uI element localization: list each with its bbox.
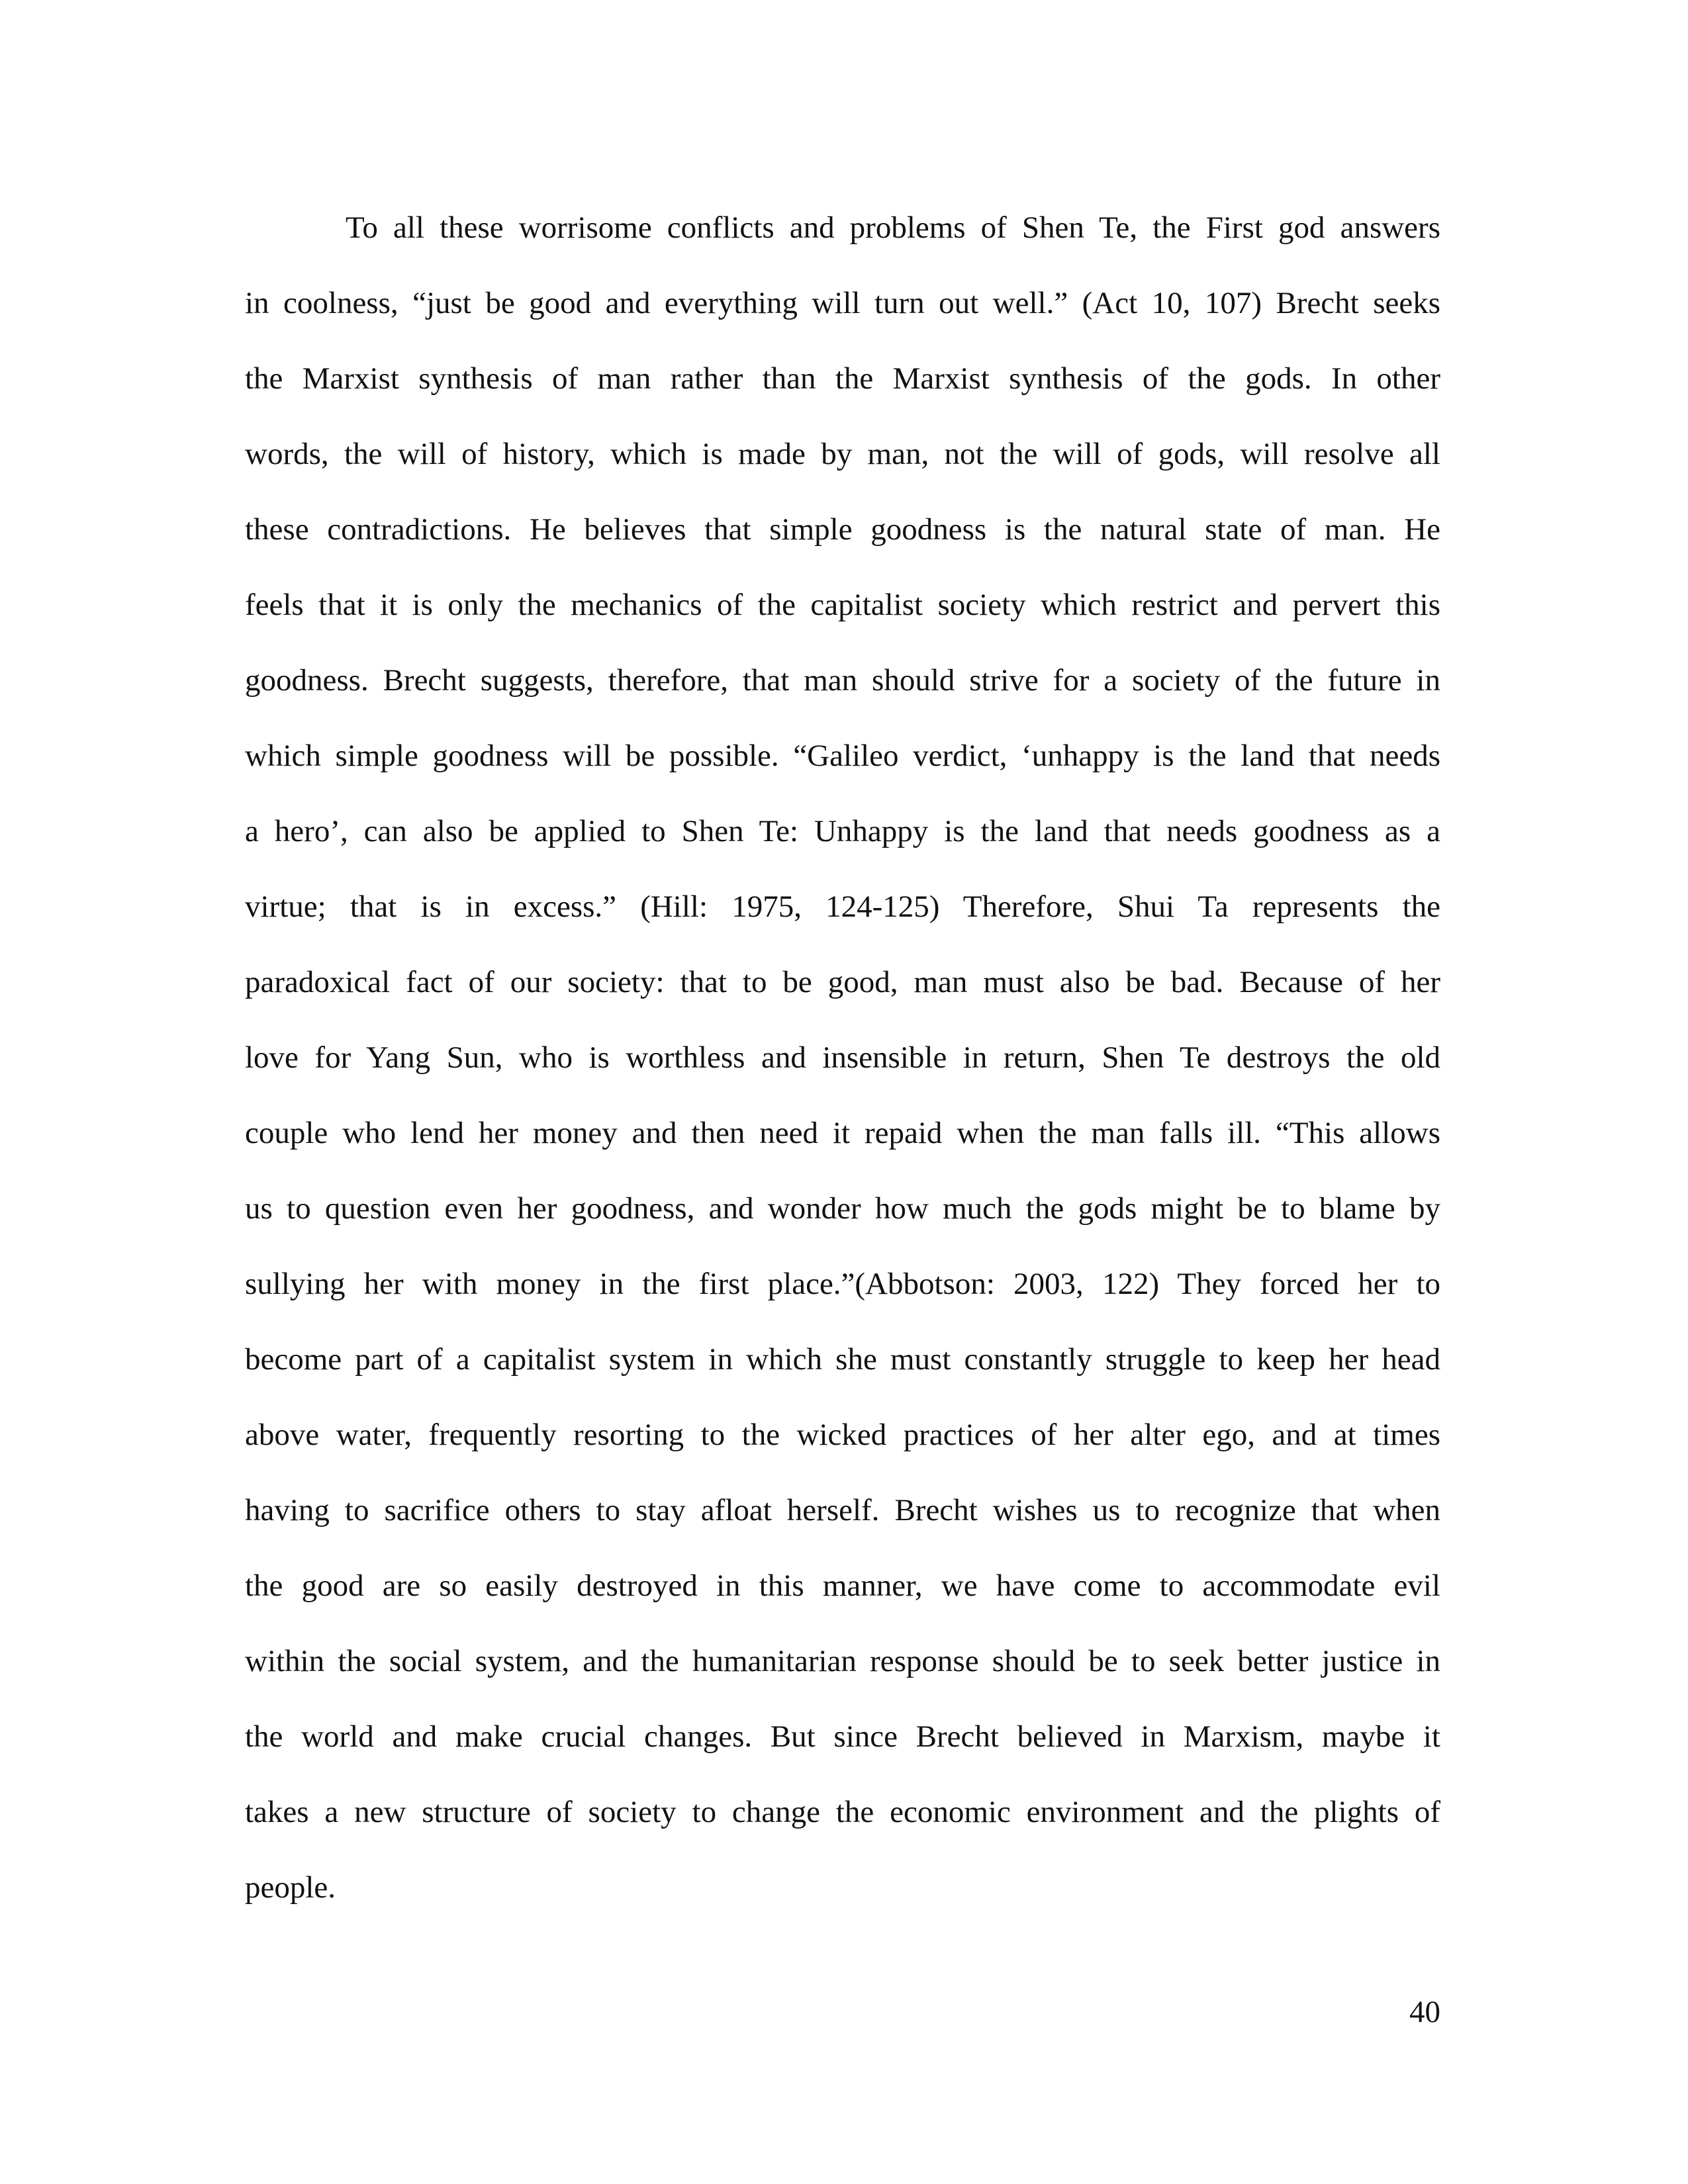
text-line: words, the will of history, which is made by man, not the will of gods, will resolve all — [245, 437, 1440, 471]
text-line: in coolness, “just be good and everything will turn out well.” (Act 10, 107) Brecht seeks — [245, 286, 1440, 320]
text-line: become part of a capitalist system in which she must constantly struggle to keep her head — [245, 1342, 1440, 1377]
text-line: the world and make crucial changes. But since Brecht believed in Marxism, maybe it — [245, 1719, 1440, 1754]
text-line: a hero’, can also be applied to Shen Te: Unhappy is the land that needs goodness as a — [245, 814, 1440, 848]
text-line: the good are so easily destroyed in this manner, we have come to accommodate evil — [245, 1569, 1440, 1603]
text-line: sullying her with money in the first place.”(Abbotson: 2003, 122) They forced her to — [245, 1267, 1440, 1301]
text-line: people. — [245, 1870, 336, 1905]
text-line: takes a new structure of society to change the economic environment and the plights of — [245, 1795, 1440, 1829]
text-line: within the social system, and the humanitarian response should be to seek better justice in — [245, 1644, 1440, 1678]
text-line: love for Yang Sun, who is worthless and insensible in return, Shen Te destroys the old — [245, 1040, 1440, 1075]
text-line: having to sacrifice others to stay afloat herself. Brecht wishes us to recognize that when — [245, 1493, 1440, 1527]
text-line: above water, frequently resorting to the wicked practices of her alter ego, and at times — [245, 1418, 1440, 1452]
body-paragraph — [245, 190, 1440, 1925]
text-line: us to question even her goodness, and wonder how much the gods might be to blame by — [245, 1191, 1440, 1226]
text-line: these contradictions. He believes that simple goodness is the natural state of man. He — [245, 512, 1440, 547]
text-line: which simple goodness will be possible. “Galileo verdict, ‘unhappy is the land that needs — [245, 739, 1440, 773]
text-line: virtue; that is in excess.” (Hill: 1975, 124-125) Therefore, Shui Ta represents the — [245, 889, 1440, 924]
page-number: 40 — [1409, 1995, 1440, 2029]
text-line: couple who lend her money and then need it repaid when the man falls ill. “This allows — [245, 1116, 1440, 1150]
text-line: feels that it is only the mechanics of the capitalist society which restrict and pervert this — [245, 588, 1440, 622]
text-line: To all these worrisome conflicts and problems of Shen Te, the First god answers — [346, 210, 1440, 245]
text-line: paradoxical fact of our society: that to be good, man must also be bad. Because of her — [245, 965, 1440, 999]
text-line: goodness. Brecht suggests, therefore, that man should strive for a society of the future in — [245, 663, 1440, 698]
text-line: the Marxist synthesis of man rather than the Marxist synthesis of the gods. In other — [245, 361, 1440, 396]
